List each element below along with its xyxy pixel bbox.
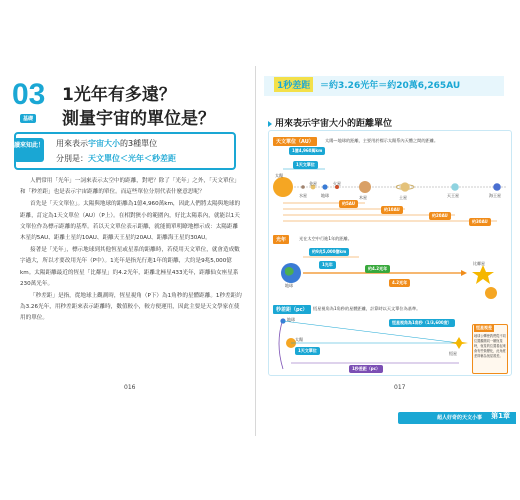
label-neptune: 海王星 <box>489 193 501 198</box>
label-jupiter: 木星 <box>359 195 367 200</box>
intro-line1 <box>56 138 157 149</box>
section-subtitle <box>268 116 392 129</box>
headline-highlight: 1秒差距 <box>274 77 313 92</box>
note-au: 太陽—地球的距離，主要用於標示太陽系內天體之間的距離。 <box>325 138 439 143</box>
chapter-tag: 基礎 <box>20 114 36 123</box>
page-title-line2: 測量宇宙的單位是？ <box>62 109 215 129</box>
sun-icon <box>273 177 293 197</box>
saturn-icon <box>400 182 409 191</box>
light-year-diagram <box>269 243 513 299</box>
orbit-arc <box>279 319 283 369</box>
chapter-number: 03 <box>12 78 46 111</box>
intro-badge: 讀來知此！ <box>14 138 44 162</box>
note-light-year: 光在太空中行進1年的距離。 <box>299 236 352 241</box>
section-subtitle-text: 用來表示宇宙大小的距離單位 <box>275 119 393 129</box>
body-text <box>20 176 242 326</box>
mercury-icon <box>301 185 305 189</box>
label-sun: 太陽 <box>275 173 283 178</box>
page-title-line1: 1光年有多遠？ <box>62 85 176 105</box>
pill-10au: 約10AU <box>381 206 403 214</box>
intro-line1-suffix: 的3種單位 <box>120 139 158 148</box>
sun-small-icon <box>485 287 497 299</box>
pill-4-2ly: 4.2光年 <box>389 279 410 287</box>
label-mercury: 水星 <box>299 193 307 198</box>
earth-icon <box>322 184 327 189</box>
right-page <box>264 66 516 436</box>
label-proxima: 比鄰星 <box>473 261 485 266</box>
pill-ly-km: 約9兆5,000億km <box>309 248 349 256</box>
intro-line2-em: 天文單位＜光年＜秒差距 <box>88 154 176 163</box>
label-pc-earth: 地球 <box>287 317 295 322</box>
headline-rest: ＝約3.26光年＝約20萬6,265AU <box>320 81 461 91</box>
label-uranus: 天王星 <box>447 193 459 198</box>
star-icon <box>472 265 494 284</box>
star-pc-icon <box>450 337 468 349</box>
intro-line2 <box>56 153 176 164</box>
neptune-icon <box>493 183 501 191</box>
label-venus: 金星 <box>309 181 317 186</box>
arrowhead-icon <box>461 270 467 276</box>
paragraph: 「秒差距」是指，從地球上觀測時，恆星視角（P下）為1角秒的星體距離。1秒差距約為3.26光年，用秒差距來表示距離時，數值較小，較方便運用，因此主要是天文學家在使用的單位。 <box>20 293 242 322</box>
label-mars: 火星 <box>333 181 341 186</box>
label-saturn: 土星 <box>399 195 407 200</box>
pill-pc-au: 1天文單位 <box>295 347 320 355</box>
tag-parsec: 秒差距（pc） <box>273 305 311 314</box>
left-page <box>6 66 256 436</box>
label-pc-sun: 太陽 <box>295 337 303 342</box>
pill-au-unit: 1天文單位 <box>293 161 318 169</box>
pill-5au: 約5AU <box>339 200 358 208</box>
tag-light-year: 光年 <box>273 235 289 244</box>
pill-one-ly: 1光年 <box>319 261 336 269</box>
uranus-icon <box>451 183 459 191</box>
label-ly-earth: 地球 <box>285 283 293 288</box>
sidebar-text: 地球公轉使我們從不同位置觀測同一顆恆星時，恆星的位置看起來會有些微變化，此角度差即稱為恆星視差。 <box>474 334 506 358</box>
paragraph: 接著是「光年」，標示地球到其他恆星或星系的距離時，若使用天文單位，就會造成數字過大，所以才要改用光年（P中）。1光年是指光行進1年的距離，大約是9兆5,000億km。太陽距離最近的恆星「比鄰星」約4.2光年，距離北極星433光年，距離仙女座星系230萬光年。 <box>20 247 240 287</box>
intro-line2-prefix: 分別是： <box>56 154 88 163</box>
footer-chapter: 第1章 <box>491 412 510 420</box>
pill-angle: 恆星視角為1角秒（1/3,600度） <box>389 319 455 327</box>
pill-30au: 約30AU <box>469 218 491 226</box>
jupiter-icon <box>359 181 371 193</box>
paragraph: 首先是「天文單位」。太陽與地球的距離為1億4,960萬km，因此人們將太陽與地球的距離，訂定為1天文單位（AU）（P上）。在相對狹小的範圍內，好比太陽系內，就能以1天文單位作為標示距離的基準。若以天文單位表示距離，就能簡單明瞭地標示成：太陽距離木星約5AU、距離土星約10AU、距離天王星約20AU、距離海王星約30AU。 <box>20 201 241 242</box>
page-number: 017 <box>394 384 406 391</box>
pill-approx-ly: 約4.2光年 <box>365 265 390 273</box>
intro-box <box>14 132 236 170</box>
note-parsec: 恆星視角為1角秒的星體距離，計算時以天文單位為基準。 <box>313 306 421 311</box>
pill-20au: 約20AU <box>429 212 451 220</box>
pill-au-km: 1億4,960萬km <box>289 147 325 155</box>
intro-line1-prefix: 用來表示 <box>56 139 88 148</box>
tag-au: 天文單位（AU） <box>273 137 317 146</box>
triangle-marker-icon <box>268 121 272 127</box>
intro-line1-em: 宇宙大小 <box>88 139 120 148</box>
label-pc-star: 恆星 <box>449 351 457 356</box>
paragraph: 人們常用「光年」一詞來表示太空中的距離，對吧？除了「光年」之外，「天文單位」和「秒差距」也是表示宇宙距離的單位。而這些單位分別代表什麼意思呢？ <box>20 178 240 196</box>
label-earth: 地球 <box>321 193 329 198</box>
sidebar-title: 恆星視差 <box>476 325 492 330</box>
footer-text: 超人好奇的天文小事 <box>436 415 482 421</box>
pill-one-parsec: 1秒差距（pc） <box>349 365 383 373</box>
page-number: 016 <box>124 384 136 391</box>
